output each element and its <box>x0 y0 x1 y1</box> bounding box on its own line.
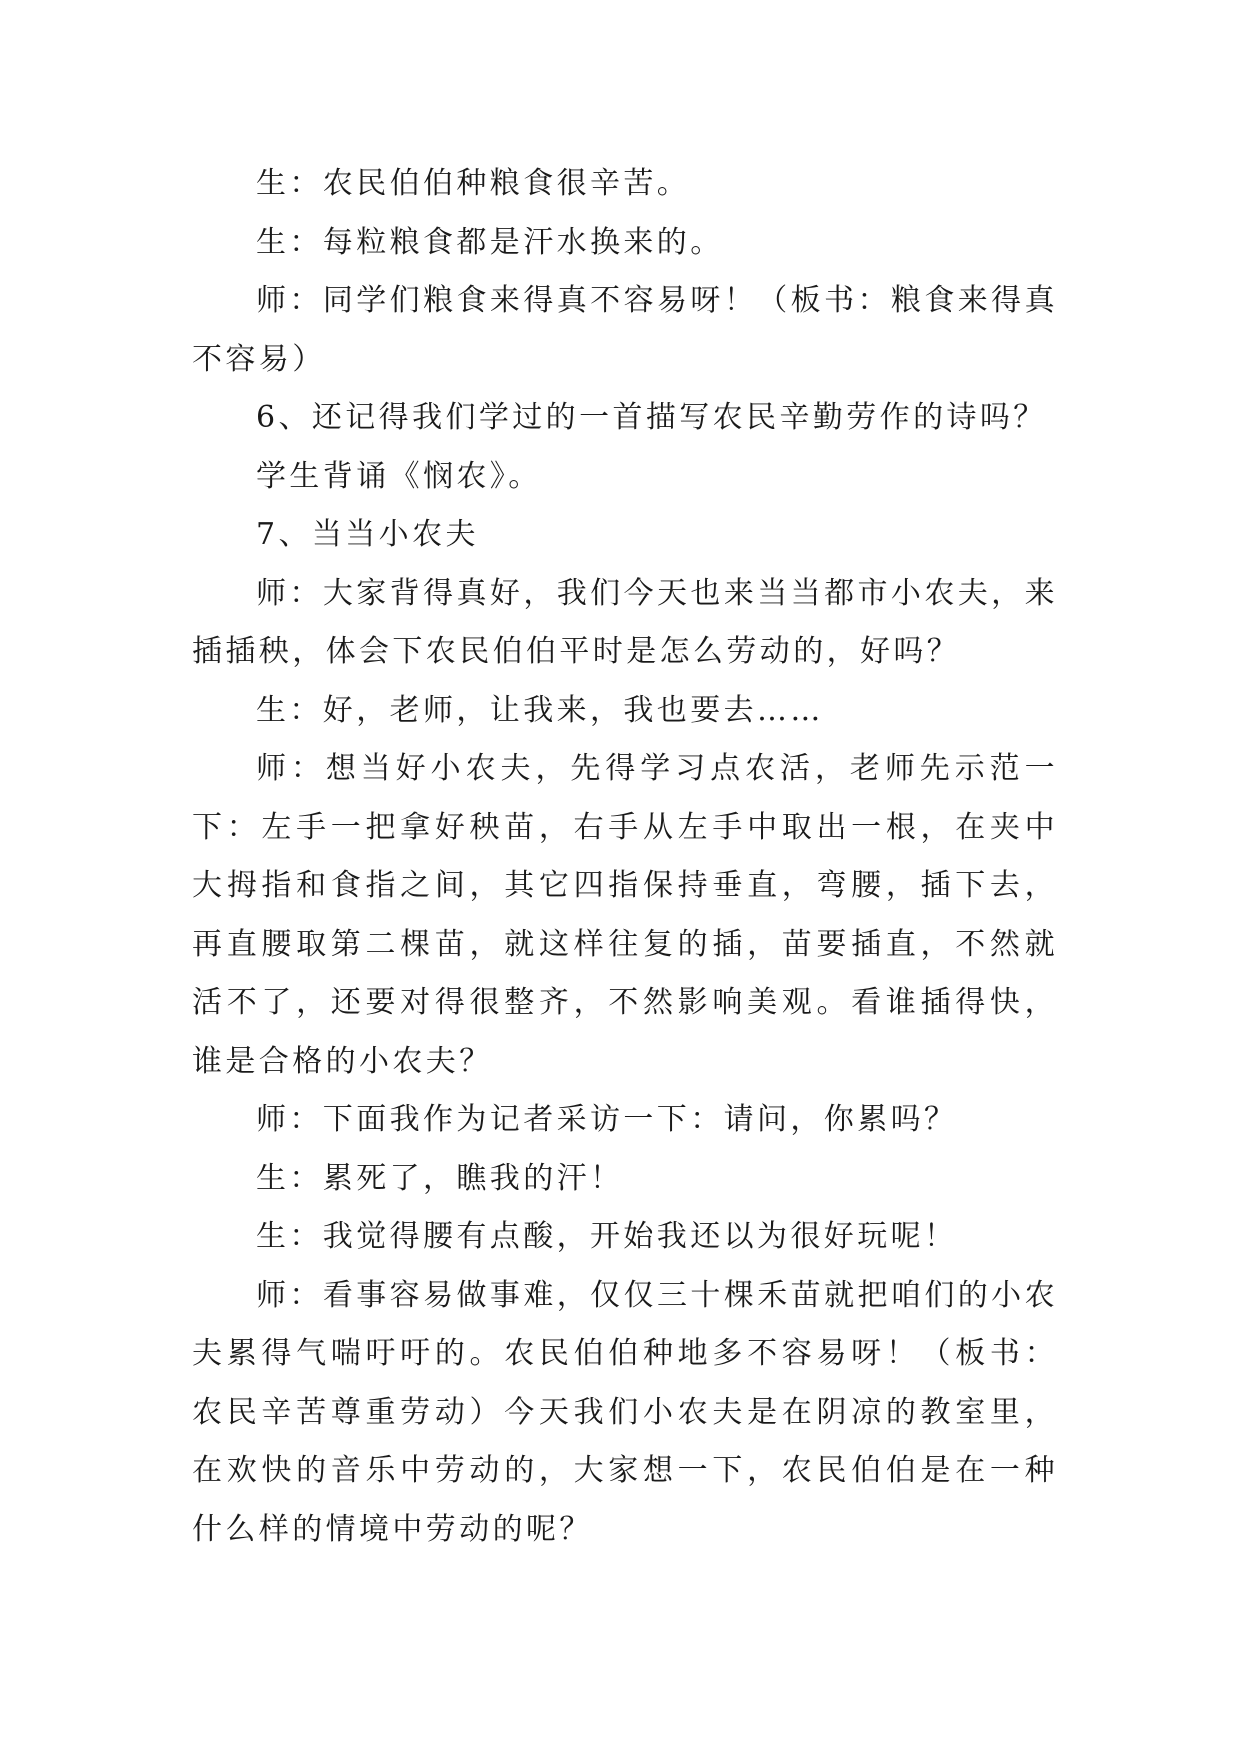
paragraph-student-backache: 生：我觉得腰有点酸，开始我还以为很好玩呢！ <box>256 1219 958 1254</box>
paragraph-teacher-conclusion: 师：看事容易做事难，仅仅三十棵禾苗就把咱们的小农夫累得气喘吁吁的。农民伯伯种地多不容易呀！（板书：农民辛苦尊重劳动）今天我们小农夫是在阴凉的教室里，在欢快的音乐中劳动的，大家想一下，农民伯伯是在一种什么样的情境中劳动的呢？ <box>192 1277 1058 1547</box>
paragraph-step-7-heading: 7、当当小农夫 <box>256 517 479 552</box>
paragraph-step-6: 6、还记得我们学过的一首描写农民辛勤劳作的诗吗？ <box>256 400 1047 435</box>
document-body <box>192 155 1058 1559</box>
paragraph-poem-recital: 学生背诵《悯农》。 <box>256 458 542 494</box>
paragraph-teacher-summary: 师：同学们粮食来得真不容易呀！（板书：粮食来得真不容易） <box>192 283 1058 377</box>
paragraph-teacher-invite: 师：大家背得真好，我们今天也来当当都市小农夫，来插插秧，体会下农民伯伯平时是怎么劳动的，好吗？ <box>192 575 1058 669</box>
paragraph-teacher-demo: 师：想当好小农夫，先得学习点农活，老师先示范一下：左手一把拿好秧苗，右手从左手中取出一根，在夹中大拇指和食指之间，其它四指保持垂直，弯腰，插下去，再直腰取第二棵苗，就这样往复的插，苗要插直，不然就活不了，还要对得很整齐，不然影响美观。看谁插得快，谁是合格的小农夫？ <box>192 751 1058 1079</box>
paragraph-student-tired: 生：累死了，瞧我的汗！ <box>256 1160 624 1196</box>
paragraph-student-eager: 生：好，老师，让我来，我也要去…… <box>256 692 824 728</box>
paragraph-student-answer-1: 生：农民伯伯种粮食很辛苦。 <box>256 166 691 201</box>
paragraph-teacher-interview: 师：下面我作为记者采访一下：请问，你累吗？ <box>256 1102 958 1137</box>
paragraph-student-answer-2: 生：每粒粮食都是汗水换来的。 <box>256 224 724 260</box>
